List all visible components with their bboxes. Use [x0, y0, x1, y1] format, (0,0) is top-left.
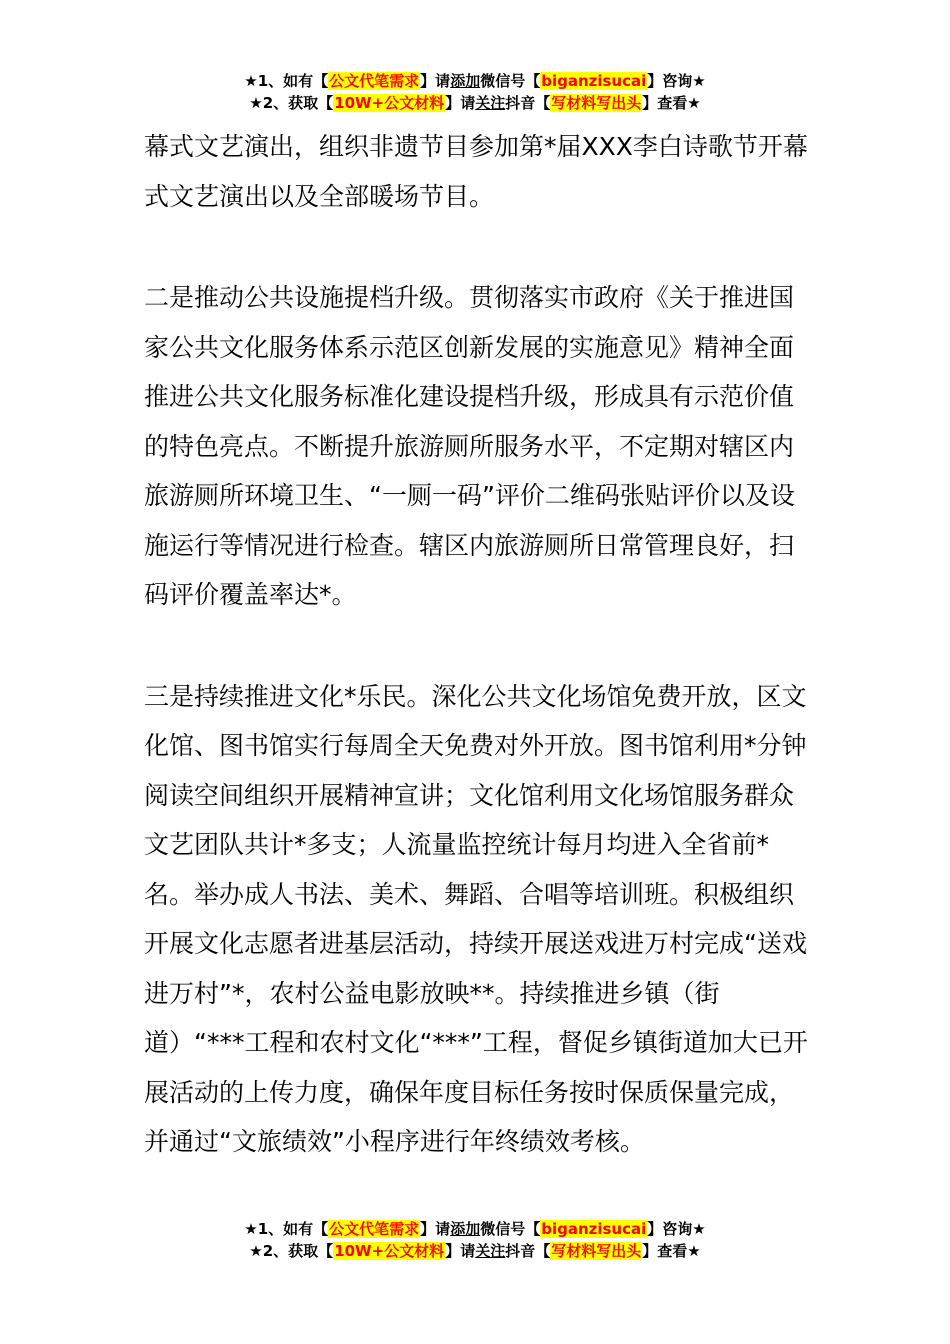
- banner-highlight: 写材料写出头: [551, 94, 642, 112]
- paragraph-public-facilities: 二是推动公共设施提档升级。贯彻落实市政府《关于推进国家公共文化服务体系示范区创新发展的实施意见》精神全面推进公共文化服务标准化建设提档升级，形成具有示范价值的特色亮点。不断提升旅游厕所服务水平，不定期对辖区内旅游厕所环境卫生、“一厕一码”评价二维码张贴评价以及设施运行等情况进行检查。辖区内旅游厕所日常管理良好，扫码评价覆盖率达*。: [144, 283, 795, 609]
- footer-banner: [0, 1218, 950, 1262]
- banner-underline: 添加: [450, 1220, 481, 1238]
- banner-highlight: 公文代笔需求: [329, 1220, 420, 1238]
- paragraph-gap: [144, 221, 814, 273]
- banner-text: 】咨询★: [647, 72, 706, 90]
- banner-line-1: [0, 1218, 950, 1240]
- banner-text: 】查看★: [642, 1242, 701, 1260]
- banner-line-1: [0, 70, 950, 92]
- banner-text: 】请: [445, 94, 476, 112]
- banner-highlight: 10W+公文材料: [334, 94, 445, 112]
- banner-highlight: 写材料写出头: [551, 1242, 642, 1260]
- banner-text: 微信号【: [480, 72, 541, 90]
- banner-highlight: 公文代笔需求: [329, 72, 420, 90]
- paragraph-culture-for-people: 三是持续推进文化*乐民。深化公共文化场馆免费开放，区文化馆、图书馆实行每周全天免费对外开放。图书馆利用*分钟阅读空间组织开展精神宣讲；文化馆利用文化场馆服务群众文艺团队共计*多支；人流量监控统计每月均进入全省前*名。举办成人书法、美术、舞蹈、合唱等培训班。积极组织开展文化志愿者进基层活动，持续开展送戏进万村完成“送戏进万村”*，农村公益电影放映**。持续推进乡镇（街道）“***工程和农村文化“***”工程，督促乡镇街道加大已开展活动的上传力度，确保年度目标任务按时保质保量完成，并通过“文旅绩效”小程序进行年终绩效考核。: [144, 681, 808, 1156]
- document-body: [144, 122, 814, 1167]
- banner-text: 抖音【: [505, 94, 551, 112]
- banner-underline: 添加: [450, 72, 481, 90]
- banner-underline: 关注: [475, 1242, 506, 1260]
- paragraph-gap: [144, 620, 814, 672]
- header-banner: [0, 70, 950, 114]
- banner-text: 】请: [445, 1242, 476, 1260]
- banner-text: 】请: [420, 72, 451, 90]
- banner-line-2: [0, 1240, 950, 1262]
- banner-text: 微信号【: [480, 1220, 541, 1238]
- banner-highlight: 10W+公文材料: [334, 1242, 445, 1260]
- banner-text: 】请: [420, 1220, 451, 1238]
- banner-line-2: [0, 92, 950, 114]
- banner-text: ★1、如有【: [244, 72, 329, 90]
- banner-text: 】查看★: [642, 94, 701, 112]
- banner-text: ★1、如有【: [244, 1220, 329, 1238]
- banner-highlight: biganzisucai: [541, 1220, 647, 1238]
- paragraph-continuation: 幕式文艺演出，组织非遗节目参加第*届XXX李白诗歌节开幕式文艺演出以及全部暖场节目。: [144, 132, 808, 211]
- banner-text: ★2、获取【: [249, 94, 334, 112]
- banner-text: 抖音【: [505, 1242, 551, 1260]
- banner-text: ★2、获取【: [249, 1242, 334, 1260]
- banner-highlight: biganzisucai: [541, 72, 647, 90]
- banner-underline: 关注: [475, 94, 506, 112]
- banner-text: 】咨询★: [647, 1220, 706, 1238]
